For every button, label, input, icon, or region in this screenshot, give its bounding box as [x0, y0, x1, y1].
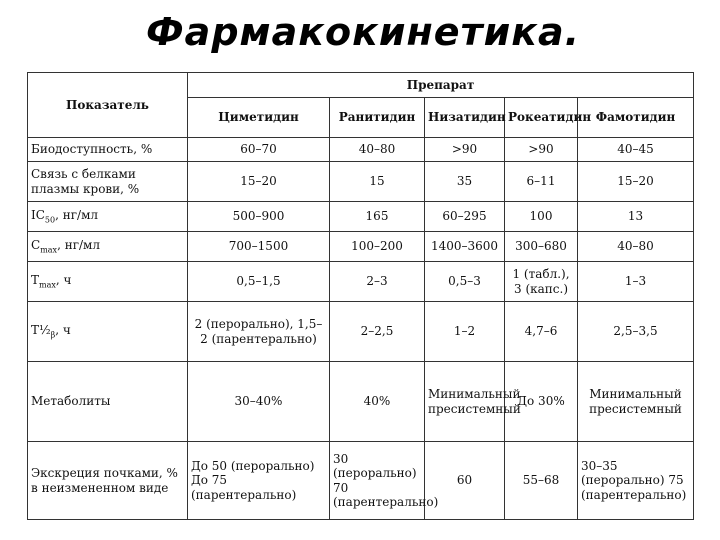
- table-cell: 300–680: [505, 232, 578, 262]
- indicator-header: Показатель: [28, 73, 188, 138]
- table-cell: 30 (перорально) 70 (парентерально): [330, 442, 425, 520]
- table-cell: 40–45: [578, 138, 694, 162]
- table-cell: 0,5–1,5: [188, 262, 330, 302]
- table-cell: 100: [505, 202, 578, 232]
- table-cell: 0,5–3: [425, 262, 505, 302]
- table-cell: 30–35 (перорально) 75 (парентерально): [578, 442, 694, 520]
- row-label: Экскреция почками, % в неизмененном виде: [28, 442, 188, 520]
- row-label-main: C: [31, 238, 41, 252]
- row-label-main: IC: [31, 208, 45, 222]
- drug-header: Циметидин: [188, 98, 330, 138]
- table-cell: 40–80: [578, 232, 694, 262]
- table-cell: 30–40%: [188, 362, 330, 442]
- table-cell: 2–2,5: [330, 302, 425, 362]
- drug-group-header: Препарат: [188, 73, 694, 98]
- slide-title: Фармакокинетика.: [146, 10, 581, 54]
- table-row: [28, 162, 694, 202]
- table-cell: 2 (перорально), 1,5–2 (парентерально): [188, 302, 330, 362]
- table-cell: 40%: [330, 362, 425, 442]
- table-cell: 60: [425, 442, 505, 520]
- table-cell: 500–900: [188, 202, 330, 232]
- table-cell: 1–3: [578, 262, 694, 302]
- row-label-unit: , ч: [55, 273, 72, 287]
- table-cell: 40–80: [330, 138, 425, 162]
- table-row: [28, 232, 694, 262]
- drug-header: Низатидин: [425, 98, 505, 138]
- table-cell: 15: [330, 162, 425, 202]
- table-cell: 2,5–3,5: [578, 302, 694, 362]
- row-label: [28, 202, 188, 232]
- row-label: Связь с белками плазмы крови, %: [28, 162, 188, 202]
- drug-header: Фамотидин: [578, 98, 694, 138]
- table-row: [28, 362, 694, 442]
- row-label-unit: , ч: [55, 323, 71, 337]
- table-row: [28, 202, 694, 232]
- table-cell: 100–200: [330, 232, 425, 262]
- table-cell: Минимальный пресистемный: [578, 362, 694, 442]
- table-cell: 6–11: [505, 162, 578, 202]
- table-cell: Минимальный пресистемный: [425, 362, 505, 442]
- table-row: [28, 138, 694, 162]
- table-cell: 13: [578, 202, 694, 232]
- row-label-subscript: max: [40, 245, 58, 255]
- table-cell: >90: [505, 138, 578, 162]
- row-label-main: T½: [31, 323, 51, 337]
- row-label-subscript: 50: [44, 215, 56, 225]
- row-label: [28, 302, 188, 362]
- table-row: [28, 442, 694, 520]
- table-cell: До 50 (перорально) До 75 (парентерально): [188, 442, 330, 520]
- row-label-unit: , нг/мл: [55, 208, 99, 222]
- table-cell: 55–68: [505, 442, 578, 520]
- table-cell: 2–3: [330, 262, 425, 302]
- table-cell: 165: [330, 202, 425, 232]
- table-cell: 15–20: [578, 162, 694, 202]
- table-cell: 1400–3600: [425, 232, 505, 262]
- table-cell: 1–2: [425, 302, 505, 362]
- row-label-unit: , нг/мл: [57, 238, 100, 252]
- table-cell: 60–295: [425, 202, 505, 232]
- row-label-subscript: β: [50, 330, 56, 340]
- pharmacokinetics-table: [27, 72, 694, 520]
- drug-header: Ранитидин: [330, 98, 425, 138]
- table-cell: 15–20: [188, 162, 330, 202]
- table-cell: 4,7–6: [505, 302, 578, 362]
- table-cell: 60–70: [188, 138, 330, 162]
- table-cell: 700–1500: [188, 232, 330, 262]
- row-label-main: T: [31, 273, 40, 287]
- row-label: [28, 232, 188, 262]
- table-cell: 35: [425, 162, 505, 202]
- table-cell: >90: [425, 138, 505, 162]
- table-header-row: [28, 73, 694, 98]
- drug-header: Рокеатидин: [505, 98, 578, 138]
- table-row: [28, 302, 694, 362]
- row-label: Метаболиты: [28, 362, 188, 442]
- row-label-subscript: max: [39, 280, 56, 290]
- table-cell: 1 (табл.), 3 (капс.): [505, 262, 578, 302]
- row-label: [28, 262, 188, 302]
- row-label: Биодоступность, %: [28, 138, 188, 162]
- table-row: [28, 262, 694, 302]
- table-cell: До 30%: [505, 362, 578, 442]
